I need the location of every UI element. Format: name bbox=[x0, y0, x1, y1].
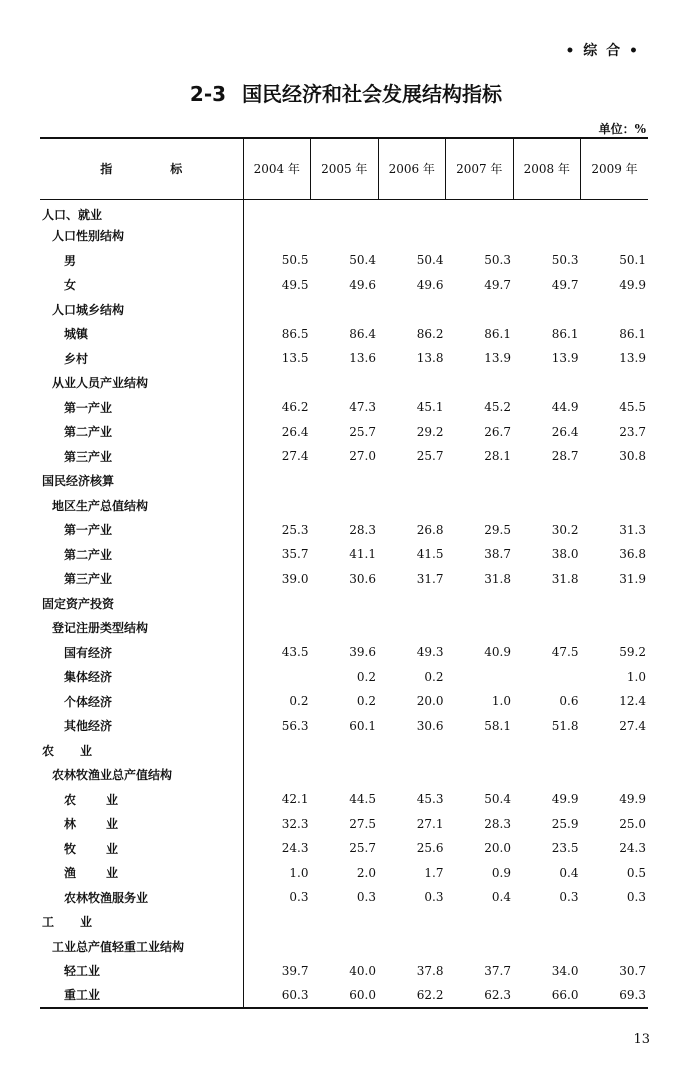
value-cell: 27.4 bbox=[619, 718, 646, 733]
value-cell: 86.5 bbox=[243, 322, 311, 347]
row-label: 工业总产值轻重工业结构 bbox=[52, 939, 185, 954]
table-header-row bbox=[40, 138, 648, 199]
value-cell: 27.0 bbox=[349, 449, 376, 464]
value-cell: 49.5 bbox=[243, 273, 311, 298]
value-cell bbox=[446, 934, 514, 959]
structure-indicators-table bbox=[40, 137, 648, 1009]
value-cell bbox=[378, 738, 446, 763]
value-cell bbox=[581, 371, 649, 396]
value-cell: 0.2 bbox=[424, 669, 444, 684]
value-cell bbox=[311, 371, 379, 396]
value-cell: 49.9 bbox=[551, 792, 579, 807]
value-cell bbox=[243, 297, 311, 322]
table-row bbox=[40, 371, 648, 396]
value-cell: 28.7 bbox=[551, 449, 579, 464]
table-row bbox=[40, 469, 648, 494]
value-cell bbox=[581, 493, 649, 518]
value-cell: 26.7 bbox=[484, 424, 511, 439]
value-cell: 47.3 bbox=[349, 400, 376, 415]
year-column-header: 2005 年 bbox=[311, 138, 379, 199]
value-cell: 60.3 bbox=[243, 983, 311, 1008]
value-cell: 0.2 bbox=[356, 669, 376, 684]
value-cell: 0.3 bbox=[626, 890, 646, 905]
table-row bbox=[40, 322, 648, 347]
value-cell: 28.3 bbox=[349, 522, 376, 537]
value-cell: 0.4 bbox=[559, 865, 579, 880]
value-cell: 0.9 bbox=[491, 865, 511, 880]
table-row bbox=[40, 861, 648, 886]
value-cell: 25.7 bbox=[349, 841, 376, 856]
value-cell bbox=[311, 297, 379, 322]
value-cell: 0.3 bbox=[424, 890, 444, 905]
value-cell: 25.7 bbox=[416, 449, 444, 464]
value-cell: 1.0 bbox=[243, 861, 311, 886]
table-row bbox=[40, 714, 648, 739]
value-cell: 13.5 bbox=[243, 346, 311, 371]
value-cell: 25.6 bbox=[416, 841, 444, 856]
value-cell: 49.6 bbox=[416, 277, 444, 292]
table-title: 国民经济和社会发展结构指标 bbox=[242, 82, 503, 106]
table-row bbox=[40, 542, 648, 567]
row-label: 牧 业 bbox=[64, 841, 119, 856]
value-cell: 49.7 bbox=[484, 277, 511, 292]
value-cell: 23.7 bbox=[619, 424, 646, 439]
table-row bbox=[40, 420, 648, 445]
value-cell bbox=[513, 493, 581, 518]
value-cell bbox=[243, 591, 311, 616]
row-label: 从业人员产业结构 bbox=[52, 376, 149, 391]
table-row bbox=[40, 248, 648, 273]
value-cell bbox=[243, 616, 311, 641]
value-cell: 24.3 bbox=[243, 836, 311, 861]
value-cell bbox=[311, 493, 379, 518]
value-cell: 40.0 bbox=[349, 963, 376, 978]
value-cell: 39.0 bbox=[243, 567, 311, 592]
value-cell bbox=[513, 763, 581, 788]
value-cell: 31.3 bbox=[619, 522, 646, 537]
row-label: 地区生产总值结构 bbox=[52, 498, 149, 513]
table-row bbox=[40, 738, 648, 763]
value-cell: 25.3 bbox=[243, 518, 311, 543]
value-cell: 60.1 bbox=[349, 718, 376, 733]
value-cell bbox=[378, 199, 446, 224]
page-title bbox=[0, 78, 692, 107]
row-label: 人口性别结构 bbox=[52, 229, 125, 244]
table-row bbox=[40, 518, 648, 543]
row-label: 第一产业 bbox=[64, 523, 113, 538]
value-cell: 51.8 bbox=[551, 718, 579, 733]
value-cell bbox=[513, 297, 581, 322]
value-cell: 45.5 bbox=[619, 400, 646, 415]
value-cell: 49.3 bbox=[416, 645, 444, 660]
value-cell: 0.4 bbox=[491, 890, 511, 905]
row-label: 男 bbox=[64, 253, 77, 268]
value-cell bbox=[311, 199, 379, 224]
value-cell: 38.0 bbox=[551, 547, 579, 562]
value-cell bbox=[243, 371, 311, 396]
row-label: 登记注册类型结构 bbox=[52, 621, 149, 636]
value-cell bbox=[243, 224, 311, 249]
value-cell bbox=[378, 371, 446, 396]
value-cell bbox=[311, 616, 379, 641]
value-cell bbox=[311, 738, 379, 763]
row-label: 第二产业 bbox=[64, 425, 113, 440]
row-label: 乡村 bbox=[64, 351, 89, 366]
value-cell: 50.5 bbox=[243, 248, 311, 273]
value-cell: 50.4 bbox=[484, 792, 511, 807]
row-label: 女 bbox=[64, 278, 77, 293]
value-cell bbox=[581, 738, 649, 763]
value-cell bbox=[581, 910, 649, 935]
table-row bbox=[40, 444, 648, 469]
value-cell: 45.3 bbox=[416, 792, 444, 807]
value-cell: 1.0 bbox=[626, 669, 646, 684]
table-number: 2-3 bbox=[189, 82, 227, 106]
value-cell: 0.2 bbox=[243, 689, 311, 714]
value-cell: 30.6 bbox=[349, 571, 376, 586]
table-row bbox=[40, 640, 648, 665]
value-cell: 30.7 bbox=[619, 963, 646, 978]
value-cell bbox=[446, 199, 514, 224]
value-cell: 86.2 bbox=[416, 326, 444, 341]
value-cell bbox=[581, 934, 649, 959]
value-cell: 45.2 bbox=[484, 400, 511, 415]
value-cell bbox=[311, 591, 379, 616]
table-row bbox=[40, 297, 648, 322]
value-cell: 50.3 bbox=[484, 253, 511, 268]
value-cell: 66.0 bbox=[513, 983, 581, 1008]
value-cell: 45.1 bbox=[416, 400, 444, 415]
value-cell bbox=[311, 910, 379, 935]
value-cell: 37.8 bbox=[416, 963, 444, 978]
value-cell bbox=[581, 591, 649, 616]
value-cell: 13.9 bbox=[484, 351, 511, 366]
value-cell bbox=[446, 469, 514, 494]
value-cell: 62.2 bbox=[378, 983, 446, 1008]
value-cell: 13.9 bbox=[619, 351, 646, 366]
value-cell: 37.7 bbox=[484, 963, 511, 978]
row-label: 国民经济核算 bbox=[42, 474, 115, 489]
value-cell: 35.7 bbox=[243, 542, 311, 567]
table-body bbox=[40, 199, 648, 1008]
value-cell: 30.6 bbox=[416, 718, 444, 733]
value-cell: 36.8 bbox=[619, 547, 646, 562]
value-cell bbox=[446, 371, 514, 396]
table-row bbox=[40, 273, 648, 298]
value-cell: 86.4 bbox=[349, 326, 376, 341]
value-cell: 32.3 bbox=[243, 812, 311, 837]
value-cell bbox=[513, 371, 581, 396]
value-cell bbox=[311, 763, 379, 788]
row-label: 林 业 bbox=[64, 817, 119, 832]
value-cell: 50.4 bbox=[416, 253, 444, 268]
value-cell: 2.0 bbox=[356, 865, 376, 880]
value-cell: 28.1 bbox=[484, 449, 511, 464]
value-cell: 0.3 bbox=[559, 890, 579, 905]
value-cell bbox=[581, 763, 649, 788]
value-cell: 12.4 bbox=[619, 694, 646, 709]
year-column-header: 2007 年 bbox=[446, 138, 514, 199]
value-cell bbox=[378, 934, 446, 959]
value-cell bbox=[311, 469, 379, 494]
table-row bbox=[40, 812, 648, 837]
value-cell: 20.0 bbox=[416, 694, 444, 709]
value-cell bbox=[446, 763, 514, 788]
row-label: 农 业 bbox=[42, 743, 93, 758]
value-cell: 1.0 bbox=[491, 694, 511, 709]
table-row bbox=[40, 199, 648, 224]
value-cell: 38.7 bbox=[484, 547, 511, 562]
page-number: 13 bbox=[633, 1032, 650, 1047]
row-label: 国有经济 bbox=[64, 645, 113, 660]
indicator-column-header: 指 标 bbox=[40, 138, 243, 199]
value-cell bbox=[513, 616, 581, 641]
value-cell bbox=[311, 934, 379, 959]
value-cell: 13.8 bbox=[416, 351, 444, 366]
value-cell: 0.5 bbox=[626, 865, 646, 880]
table-row bbox=[40, 885, 648, 910]
value-cell: 50.4 bbox=[349, 253, 376, 268]
value-cell: 46.2 bbox=[243, 395, 311, 420]
value-cell bbox=[446, 616, 514, 641]
row-label: 集体经济 bbox=[64, 670, 113, 685]
row-label: 人口城乡结构 bbox=[52, 302, 125, 317]
value-cell: 49.7 bbox=[551, 277, 579, 292]
value-cell: 13.6 bbox=[349, 351, 376, 366]
value-cell: 86.1 bbox=[484, 326, 511, 341]
value-cell: 43.5 bbox=[243, 640, 311, 665]
value-cell: 27.1 bbox=[416, 816, 444, 831]
value-cell bbox=[581, 469, 649, 494]
table-row bbox=[40, 787, 648, 812]
value-cell bbox=[378, 910, 446, 935]
value-cell: 42.1 bbox=[243, 787, 311, 812]
value-cell bbox=[378, 591, 446, 616]
value-cell: 20.0 bbox=[484, 841, 511, 856]
value-cell: 27.4 bbox=[243, 444, 311, 469]
value-cell: 49.9 bbox=[619, 277, 646, 292]
row-label: 农 业 bbox=[64, 792, 119, 807]
value-cell bbox=[243, 199, 311, 224]
value-cell: 41.5 bbox=[416, 547, 444, 562]
value-cell: 29.2 bbox=[416, 424, 444, 439]
value-cell: 29.5 bbox=[484, 522, 511, 537]
row-label: 第一产业 bbox=[64, 400, 113, 415]
value-cell: 50.1 bbox=[619, 253, 646, 268]
value-cell: 59.2 bbox=[619, 645, 646, 660]
value-cell: 50.3 bbox=[551, 253, 579, 268]
table-row bbox=[40, 395, 648, 420]
table-row bbox=[40, 689, 648, 714]
value-cell: 31.8 bbox=[484, 571, 511, 586]
year-column-header: 2009 年 bbox=[581, 138, 649, 199]
value-cell bbox=[581, 616, 649, 641]
value-cell: 47.5 bbox=[551, 645, 579, 660]
value-cell: 23.5 bbox=[551, 841, 579, 856]
value-cell: 56.3 bbox=[243, 714, 311, 739]
value-cell: 44.5 bbox=[349, 792, 376, 807]
value-cell bbox=[378, 297, 446, 322]
value-cell: 0.3 bbox=[243, 885, 311, 910]
value-cell: 1.7 bbox=[424, 865, 444, 880]
value-cell bbox=[513, 665, 581, 690]
value-cell: 69.3 bbox=[581, 983, 649, 1008]
value-cell bbox=[378, 616, 446, 641]
table-row bbox=[40, 836, 648, 861]
value-cell bbox=[243, 763, 311, 788]
value-cell bbox=[513, 224, 581, 249]
table-row bbox=[40, 959, 648, 984]
row-label: 渔 业 bbox=[64, 866, 119, 881]
value-cell: 86.1 bbox=[551, 326, 579, 341]
row-label: 重工业 bbox=[40, 983, 243, 1008]
value-cell bbox=[513, 934, 581, 959]
row-label: 城镇 bbox=[64, 327, 89, 342]
table-row bbox=[40, 934, 648, 959]
table-row bbox=[40, 567, 648, 592]
table-row bbox=[40, 616, 648, 641]
value-cell bbox=[513, 591, 581, 616]
row-label: 人口、就业 bbox=[42, 207, 103, 222]
table-row bbox=[40, 763, 648, 788]
row-label: 第二产业 bbox=[64, 547, 113, 562]
value-cell: 0.3 bbox=[356, 890, 376, 905]
year-column-header: 2008 年 bbox=[513, 138, 581, 199]
value-cell: 62.3 bbox=[446, 983, 514, 1008]
value-cell: 49.9 bbox=[619, 792, 646, 807]
value-cell: 0.2 bbox=[356, 694, 376, 709]
value-cell: 39.7 bbox=[243, 959, 311, 984]
year-column-header: 2004 年 bbox=[243, 138, 311, 199]
row-label: 工 业 bbox=[42, 915, 93, 930]
value-cell bbox=[513, 910, 581, 935]
value-cell bbox=[513, 199, 581, 224]
value-cell bbox=[243, 493, 311, 518]
value-cell bbox=[378, 763, 446, 788]
row-label: 个体经济 bbox=[64, 694, 113, 709]
value-cell: 25.0 bbox=[619, 816, 646, 831]
value-cell: 60.0 bbox=[311, 983, 379, 1008]
value-cell bbox=[513, 738, 581, 763]
value-cell bbox=[446, 591, 514, 616]
value-cell bbox=[581, 224, 649, 249]
value-cell: 31.7 bbox=[416, 571, 444, 586]
value-cell bbox=[513, 469, 581, 494]
value-cell: 26.4 bbox=[551, 424, 579, 439]
value-cell bbox=[243, 910, 311, 935]
table-row bbox=[40, 493, 648, 518]
value-cell: 44.9 bbox=[551, 400, 579, 415]
value-cell bbox=[446, 665, 514, 690]
value-cell: 49.6 bbox=[349, 277, 376, 292]
value-cell: 86.1 bbox=[619, 326, 646, 341]
value-cell: 26.4 bbox=[243, 420, 311, 445]
value-cell bbox=[243, 665, 311, 690]
value-cell bbox=[243, 469, 311, 494]
row-label: 第三产业 bbox=[64, 572, 113, 587]
table-row bbox=[40, 910, 648, 935]
value-cell bbox=[243, 738, 311, 763]
value-cell bbox=[581, 199, 649, 224]
table-row bbox=[40, 346, 648, 371]
value-cell bbox=[581, 297, 649, 322]
value-cell bbox=[378, 493, 446, 518]
value-cell: 27.5 bbox=[349, 816, 376, 831]
table-row bbox=[40, 665, 648, 690]
value-cell: 58.1 bbox=[484, 718, 511, 733]
year-column-header: 2006 年 bbox=[378, 138, 446, 199]
value-cell bbox=[446, 224, 514, 249]
value-cell bbox=[378, 224, 446, 249]
value-cell bbox=[446, 910, 514, 935]
value-cell: 28.3 bbox=[484, 816, 511, 831]
value-cell bbox=[311, 224, 379, 249]
table-row bbox=[40, 591, 648, 616]
row-label: 农林牧渔业总产值结构 bbox=[52, 768, 173, 783]
row-label: 农林牧渔服务业 bbox=[64, 890, 149, 905]
value-cell: 31.8 bbox=[551, 571, 579, 586]
unit-label: 单位：% bbox=[598, 122, 646, 136]
row-label: 轻工业 bbox=[64, 964, 101, 979]
value-cell: 34.0 bbox=[551, 963, 579, 978]
value-cell: 26.8 bbox=[416, 522, 444, 537]
value-cell bbox=[446, 493, 514, 518]
section-tag: • 综 合 • bbox=[565, 43, 640, 59]
value-cell: 30.8 bbox=[619, 449, 646, 464]
value-cell: 0.6 bbox=[559, 694, 579, 709]
value-cell: 30.2 bbox=[551, 522, 579, 537]
row-label: 第三产业 bbox=[64, 449, 113, 464]
value-cell: 13.9 bbox=[551, 351, 579, 366]
value-cell: 39.6 bbox=[349, 645, 376, 660]
value-cell: 25.9 bbox=[551, 816, 579, 831]
value-cell: 31.9 bbox=[619, 571, 646, 586]
value-cell bbox=[446, 297, 514, 322]
row-label: 其他经济 bbox=[64, 719, 113, 734]
value-cell: 41.1 bbox=[349, 547, 376, 562]
row-label: 固定资产投资 bbox=[42, 596, 115, 611]
value-cell bbox=[243, 934, 311, 959]
value-cell: 40.9 bbox=[484, 645, 511, 660]
table-row bbox=[40, 224, 648, 249]
value-cell: 24.3 bbox=[619, 841, 646, 856]
table-row bbox=[40, 983, 648, 1008]
value-cell: 25.7 bbox=[349, 424, 376, 439]
value-cell bbox=[446, 738, 514, 763]
value-cell bbox=[378, 469, 446, 494]
